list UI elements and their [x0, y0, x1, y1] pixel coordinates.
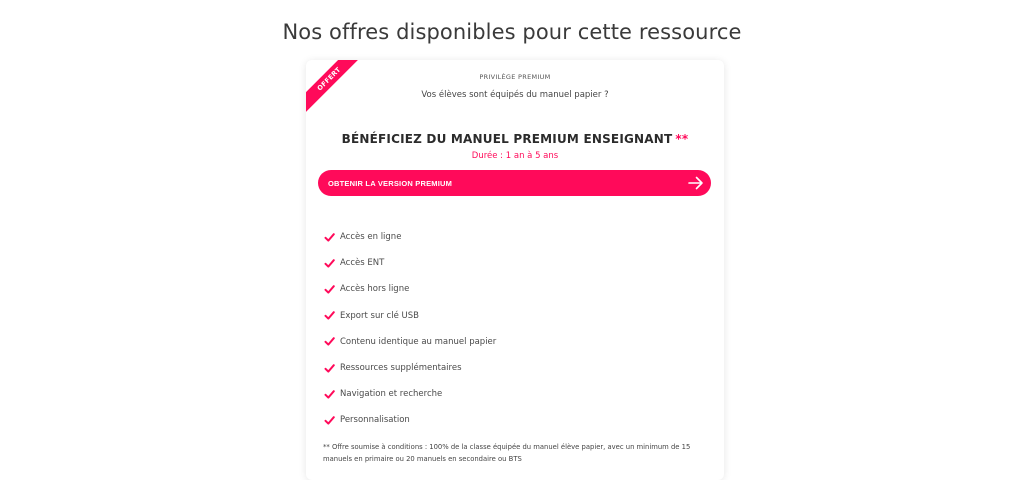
feature-item — [324, 381, 704, 407]
feature-item — [324, 329, 704, 355]
check-icon — [324, 389, 335, 400]
feature-item — [324, 303, 704, 329]
check-icon — [324, 415, 335, 426]
feature-label: Ressources supplémentaires — [340, 363, 462, 374]
feature-item — [324, 250, 704, 276]
feature-item — [324, 276, 704, 302]
feature-item — [324, 355, 704, 381]
offer-footnote: ** Offre soumise à conditions : 100% de la classe équipée du manuel élève papier, avec un minimum de 15 manuels en primaire ou 20 manuels en secondaire ou BTS — [323, 443, 691, 463]
feature-label: Accès hors ligne — [340, 284, 410, 295]
feature-list — [324, 224, 704, 434]
check-icon — [324, 284, 335, 295]
feature-label: Personnalisation — [340, 415, 410, 426]
feature-label: Accès en ligne — [340, 232, 402, 243]
feature-item — [324, 224, 704, 250]
offer-card — [306, 60, 724, 480]
page-title: Nos offres disponibles pour cette ressource — [282, 20, 742, 45]
check-icon — [324, 363, 335, 374]
feature-label: Navigation et recherche — [340, 389, 443, 400]
check-icon — [324, 232, 335, 243]
offer-heading-stars: ** — [675, 132, 689, 146]
feature-item — [324, 407, 704, 433]
offer-kicker: PRIVILÈGE PREMIUM — [479, 73, 551, 81]
check-icon — [324, 258, 335, 269]
feature-label: Accès ENT — [340, 258, 385, 269]
feature-label: Export sur clé USB — [340, 310, 419, 321]
check-icon — [324, 310, 335, 321]
offer-question: Vos élèves sont équipés du manuel papier ? — [421, 90, 609, 100]
check-icon — [324, 336, 335, 347]
get-premium-button-label: OBTENIR LA VERSION PREMIUM — [328, 178, 453, 188]
arrow-right-icon — [681, 170, 711, 196]
feature-label: Contenu identique au manuel papier — [340, 336, 497, 347]
offer-duration: Durée : 1 an à 5 ans — [471, 151, 559, 161]
get-premium-button[interactable] — [318, 170, 711, 196]
offer-ribbon: OFFERT — [306, 60, 366, 116]
offer-heading — [306, 132, 724, 146]
offer-heading-text: BÉNÉFICIEZ DU MANUEL PREMIUM ENSEIGNANT — [341, 132, 673, 146]
